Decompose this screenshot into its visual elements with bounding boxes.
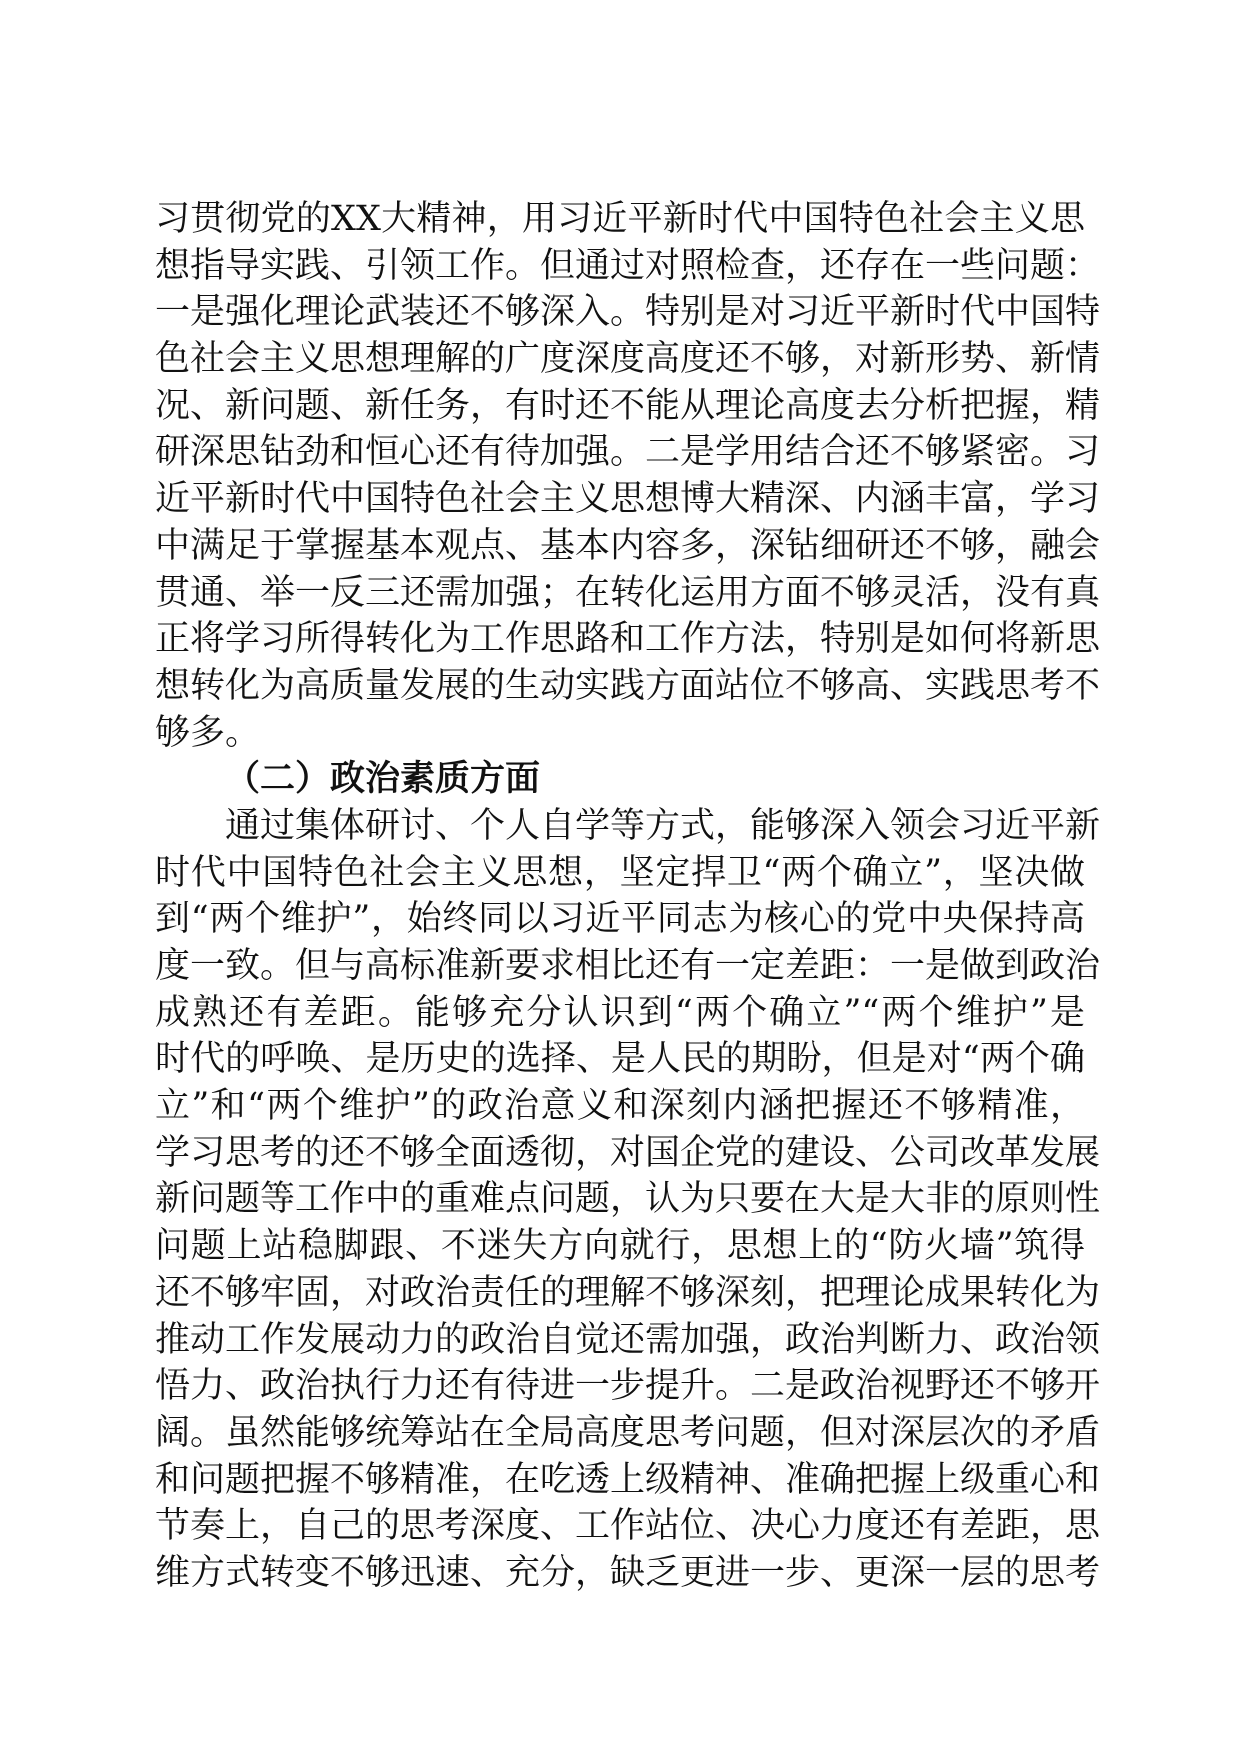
text-line: 问题上站稳脚跟、不迷失方向就行，思想上的“防火墙”筑得 xyxy=(155,1226,1085,1267)
text-line: 况、新问题、新任务，有时还不能从理论高度去分析把握，精 xyxy=(155,385,1101,426)
text-line: 时代中国特色社会主义思想，坚定捍卫“两个确立”，坚决做 xyxy=(155,852,1085,893)
text-line: 够多。 xyxy=(155,712,261,753)
text-line: 悟力、政治执行力还有待进一步提升。二是政治视野还不够开 xyxy=(155,1366,1101,1407)
section-heading: （二）政治素质方面 xyxy=(225,758,541,800)
text-line: 色社会主义思想理解的广度深度高度还不够，对新形势、新情 xyxy=(155,339,1101,380)
document-body xyxy=(155,196,1101,1597)
text-line: 想转化为高质量发展的生动实践方面站位不够高、实践思考不 xyxy=(155,665,1101,706)
text-line: 成熟还有差距。能够充分认识到“两个确立”“两个维护”是 xyxy=(155,992,1085,1033)
text-line: 中满足于掌握基本观点、基本内容多，深钻细研还不够，融会 xyxy=(155,525,1101,566)
text-line: 时代的呼唤、是历史的选择、是人民的期盼，但是对“两个确 xyxy=(155,1039,1085,1080)
text-line: 通过集体研讨、个人自学等方式，能够深入领会习近平新 xyxy=(225,805,1101,846)
paragraph-1 xyxy=(155,196,1101,756)
text-line: 研深思钻劲和恒心还有待加强。二是学用结合还不够紧密。习 xyxy=(155,432,1101,473)
text-line: 阔。虽然能够统筹站在全局高度思考问题，但对深层次的矛盾 xyxy=(155,1412,1101,1453)
text-line: 习贯彻党的XX大精神，用习近平新时代中国特色社会主义思 xyxy=(155,199,1085,239)
text-line: 到“两个维护”，始终同以习近平同志为核心的党中央保持高 xyxy=(155,899,1085,940)
text-line: 度一致。但与高标准新要求相比还有一定差距：一是做到政治 xyxy=(155,946,1101,986)
text-line: 想指导实践、引领工作。但通过对照检查，还存在一些问题： xyxy=(155,245,1101,286)
text-line: 正将学习所得转化为工作思路和工作方法，特别是如何将新思 xyxy=(155,619,1101,660)
text-line: 节奏上，自己的思考深度、工作站位、决心力度还有差距，思 xyxy=(155,1506,1101,1547)
text-line: 立”和“两个维护”的政治意义和深刻内涵把握还不够精准， xyxy=(155,1086,1085,1127)
text-line: 还不够牢固，对政治责任的理解不够深刻，把理论成果转化为 xyxy=(155,1272,1101,1313)
text-line: 推动工作发展动力的政治自觉还需加强，政治判断力、政治领 xyxy=(155,1319,1101,1360)
paragraph-2 xyxy=(155,803,1101,1597)
text-line: 新问题等工作中的重难点问题，认为只要在大是大非的原则性 xyxy=(155,1179,1101,1220)
text-line: 贯通、举一反三还需加强；在转化运用方面不够灵活，没有真 xyxy=(155,572,1101,613)
text-line: 学习思考的还不够全面透彻，对国企党的建设、公司改革发展 xyxy=(155,1132,1101,1173)
text-line: 近平新时代中国特色社会主义思想博大精深、内涵丰富，学习 xyxy=(155,479,1101,520)
text-line: 一是强化理论武装还不够深入。特别是对习近平新时代中国特 xyxy=(155,292,1101,333)
text-line: 维方式转变不够迅速、充分，缺乏更进一步、更深一层的思考 xyxy=(155,1552,1101,1593)
text-line: 和问题把握不够精准，在吃透上级精神、准确把握上级重心和 xyxy=(155,1459,1101,1500)
